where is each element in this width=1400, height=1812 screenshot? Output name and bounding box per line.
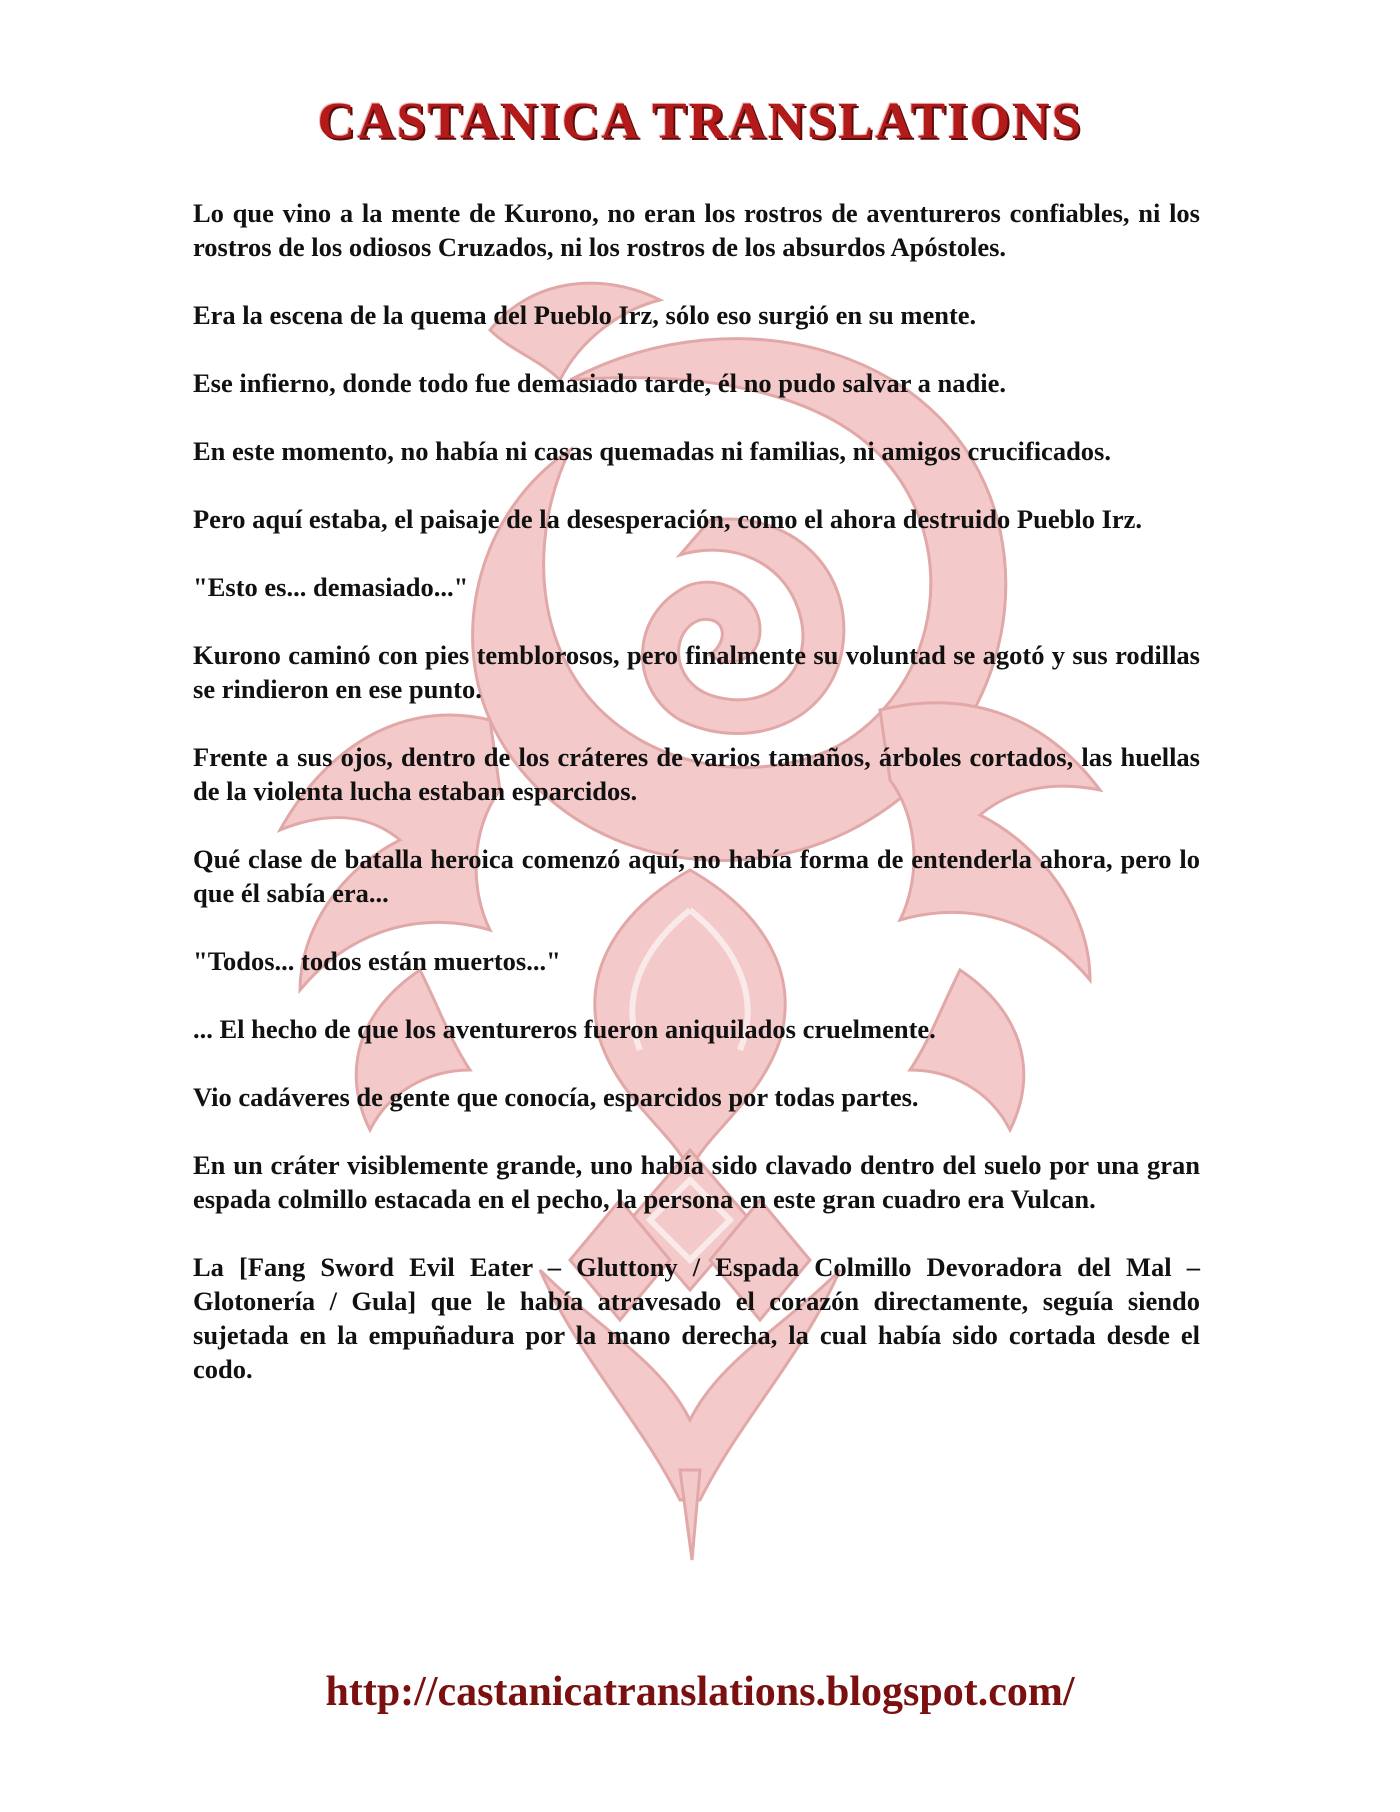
paragraph: La [Fang Sword Evil Eater – Gluttony / Espada Colmillo Devoradora del Mal – Glotonería / Gula] que le había atravesado el corazón directamente, seguía siendo sujetada en la empuñadura por la mano derecha, la cual había sido cortada desde el codo. xyxy=(193,1252,1200,1384)
paragraph: Lo que vino a la mente de Kurono, no eran los rostros de aventureros confiables, ni los rostros de los odiosos Cruzados, ni los rostros de los absurdos Apóstoles. xyxy=(193,198,1200,262)
paragraph: Kurono caminó con pies temblorosos, pero finalmente su voluntad se agotó y sus rodillas se rindieron en ese punto. xyxy=(193,640,1200,704)
site-title: CASTANICA TRANSLATIONS xyxy=(317,93,1083,150)
paragraph: En un cráter visiblemente grande, uno había sido clavado dentro del suelo por una gran espada colmillo estacada en el pecho, la persona en este gran cuadro era Vulcan. xyxy=(193,1150,1200,1214)
chapter-text xyxy=(193,196,1200,1420)
paragraph: Frente a sus ojos, dentro de los cráteres de varios tamaños, árboles cortados, las huellas de la violenta lucha estaban esparcidos. xyxy=(193,742,1200,806)
paragraph: "Esto es... demasiado..." xyxy=(193,572,469,602)
paragraph: Ese infierno, donde todo fue demasiado tarde, él no pudo salvar a nadie. xyxy=(193,368,1006,398)
paragraph: "Todos... todos están muertos..." xyxy=(193,946,561,976)
paragraph: ... El hecho de que los aventureros fueron aniquilados cruelmente. xyxy=(193,1014,936,1044)
paragraph: Pero aquí estaba, el paisaje de la desesperación, como el ahora destruido Pueblo Irz. xyxy=(193,504,1143,534)
blog-url-link[interactable]: http://castanicatranslations.blogspot.com/ xyxy=(325,1669,1075,1715)
paragraph: En este momento, no había ni casas quemadas ni familias, ni amigos crucificados. xyxy=(193,436,1111,466)
paragraph: Qué clase de batalla heroica comenzó aquí, no había forma de entenderla ahora, pero lo que él sabía era... xyxy=(193,844,1200,908)
paragraph: Vio cadáveres de gente que conocía, esparcidos por todas partes. xyxy=(193,1082,919,1112)
paragraph: Era la escena de la quema del Pueblo Irz, sólo eso surgió en su mente. xyxy=(193,300,977,330)
